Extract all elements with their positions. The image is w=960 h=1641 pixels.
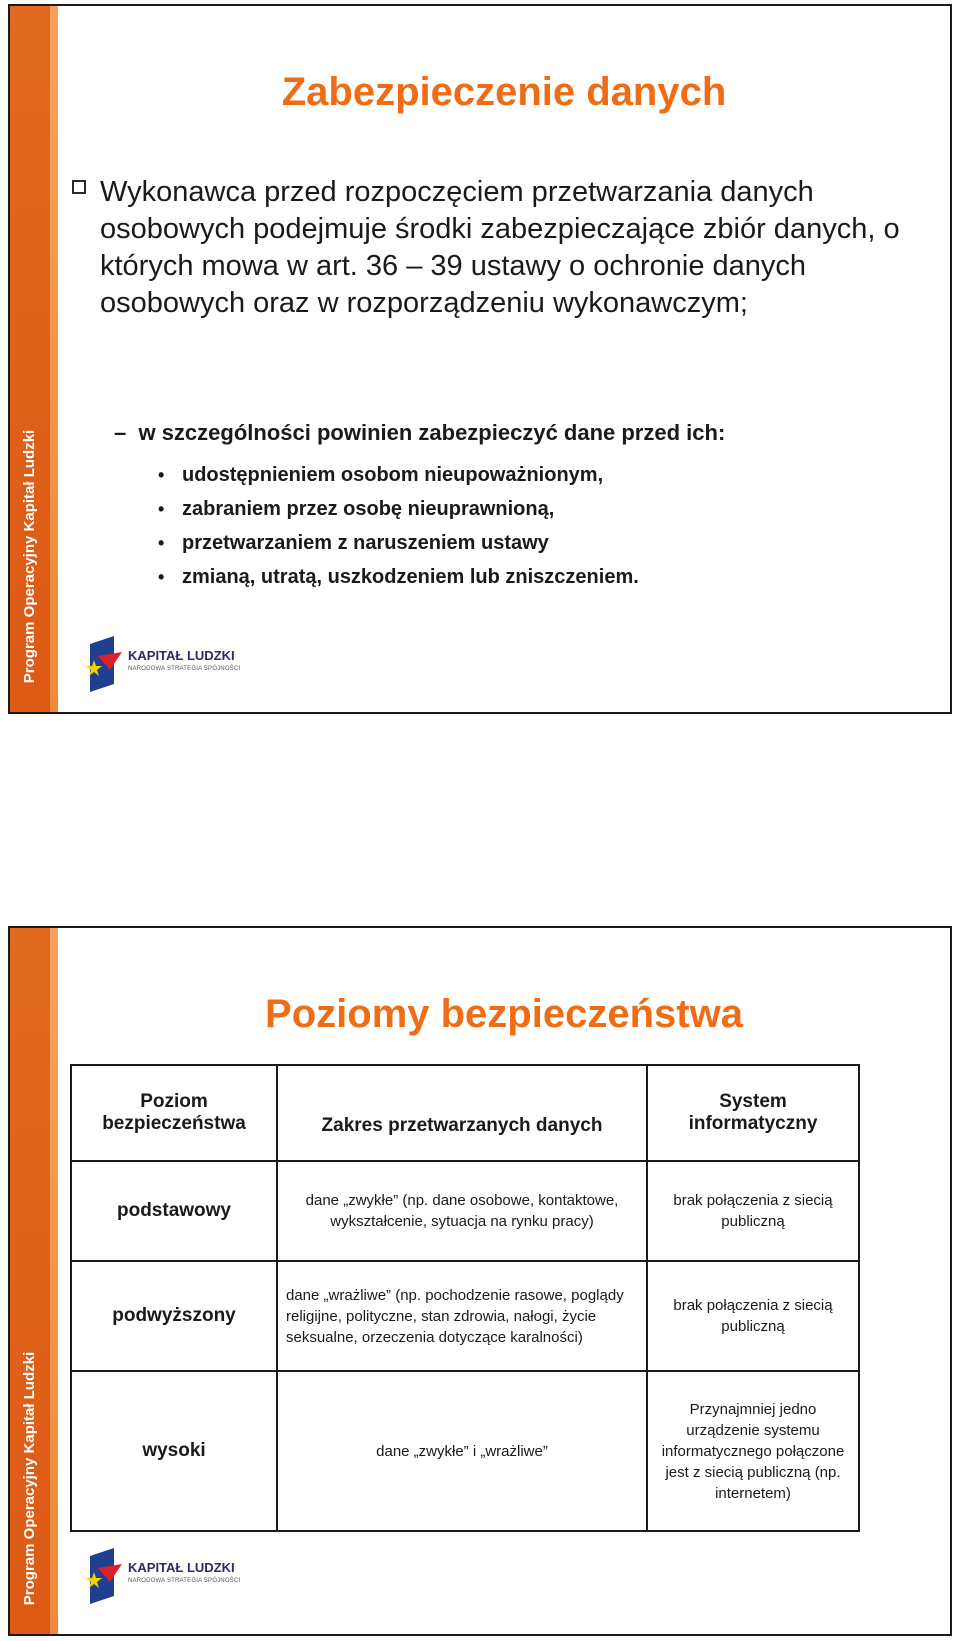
sidebar-stripe [50, 928, 58, 1634]
list-item: • zmianą, utratą, uszkodzeniem lub zniszczeniem. [158, 560, 639, 594]
logo-name: KAPITAŁ LUDZKI [128, 648, 235, 663]
level-cell: podwyższony [71, 1261, 277, 1371]
sidebar [10, 6, 50, 712]
dash-item [114, 420, 725, 446]
sidebar-stripe [50, 6, 58, 712]
slide-data-protection [8, 4, 952, 714]
slide-title: Zabezpieczenie danych [281, 70, 727, 114]
list-item: • udostępnieniem osobom nieupoważnionym, [158, 458, 639, 492]
level-cell: podstawowy [71, 1161, 277, 1261]
sub-bullet-list [158, 458, 639, 594]
header-cell: Poziom bezpieczeństwa [71, 1065, 277, 1161]
system-cell: Przynajmniej jedno urządzenie systemu informatycznego połączone jest z siecią publiczną (np. internetem) [647, 1371, 859, 1531]
header-cell: System informatyczny [647, 1065, 859, 1161]
system-cell: brak połączenia z siecią publiczną [647, 1161, 859, 1261]
scope-cell: dane „zwykłe” (np. dane osobowe, kontaktowe, wykształcenie, sytuacja na rynku pracy) [277, 1161, 647, 1261]
slide-security-levels [8, 926, 952, 1636]
logo-subtitle: NARODOWA STRATEGIA SPÓJNOŚCI [128, 1578, 241, 1584]
list-item: • przetwarzaniem z naruszeniem ustawy [158, 526, 639, 560]
table-row [71, 1261, 859, 1371]
system-cell: brak połączenia z siecią publiczną [647, 1261, 859, 1371]
header-cell: Zakres przetwarzanych danych [277, 1065, 647, 1161]
main-bullet-text: Wykonawca przed rozpoczęciem przetwarzania danych osobowych podejmuje środki zabezpieczające zbiór danych, o których mowa w art. 36 – 39 ustawy o ochronie danych osobowych oraz w rozporządzeniu wykonawczym; [100, 176, 900, 319]
scope-cell: dane „wrażliwe” (np. pochodzenie rasowe, poglądy religijne, polityczne, stan zdrowia, nałogi, życie seksualne, orzeczenia dotyczące karalności) [277, 1261, 647, 1371]
dash-text: w szczególności powinien zabezpieczyć dane przed ich: [138, 420, 726, 445]
security-levels-table [70, 1064, 860, 1532]
scope-cell: dane „zwykłe” i „wrażliwe” [277, 1371, 647, 1531]
table-row [71, 1161, 859, 1261]
sidebar-label: Program Operacyjny Kapitał Ludzki [21, 1351, 39, 1605]
list-item: • zabraniem przez osobę nieuprawnioną, [158, 492, 639, 526]
sidebar-label: Program Operacyjny Kapitał Ludzki [21, 429, 39, 683]
dash-icon: – [114, 420, 139, 445]
kapital-ludzki-logo [86, 636, 256, 712]
logo-subtitle: NARODOWA STRATEGIA SPÓJNOŚCI [128, 666, 241, 672]
table-header-row [71, 1065, 859, 1161]
table-row [71, 1371, 859, 1531]
slide-title: Poziomy bezpieczeństwa [265, 992, 743, 1036]
logo-flag-icon [86, 1548, 126, 1604]
sidebar [10, 928, 50, 1634]
logo-name: KAPITAŁ LUDZKI [128, 1560, 235, 1575]
level-cell: wysoki [71, 1371, 277, 1531]
checkbox-bullet-icon [72, 180, 86, 194]
kapital-ludzki-logo [86, 1548, 256, 1624]
logo-flag-icon [86, 636, 126, 692]
